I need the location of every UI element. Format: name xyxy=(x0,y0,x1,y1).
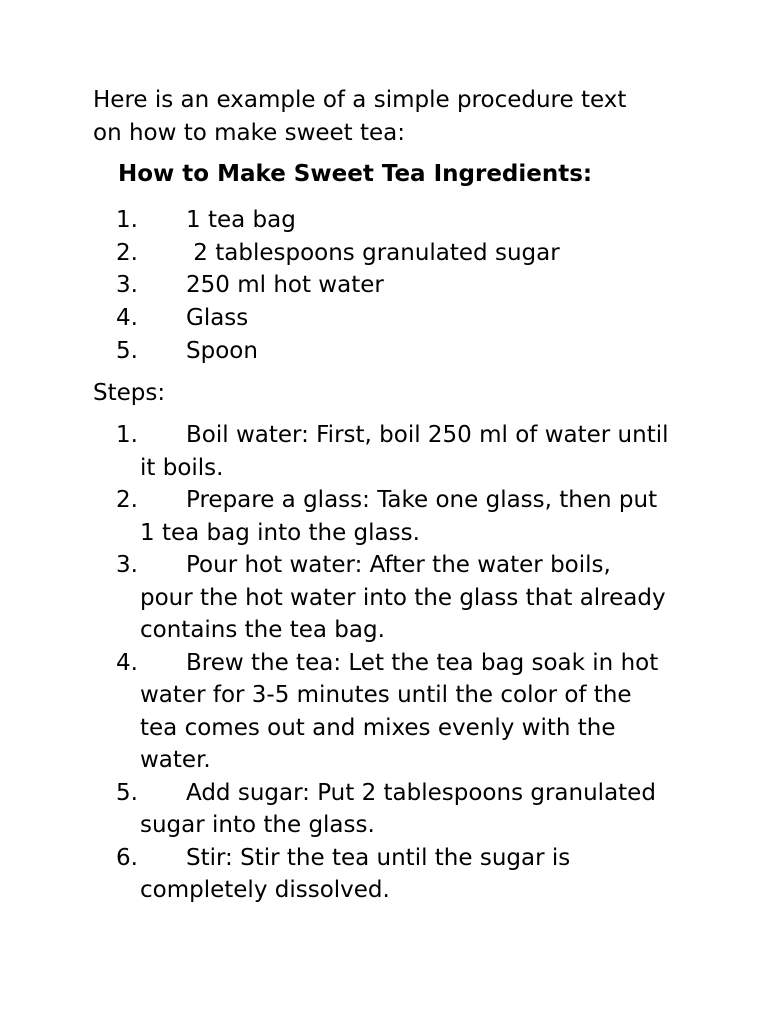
document-page xyxy=(93,84,713,907)
ingredient-item xyxy=(93,269,713,302)
ingredient-item xyxy=(93,237,713,270)
step-item xyxy=(93,419,670,484)
intro-paragraph: Here is an example of a simple procedure text on how to make sweet tea: xyxy=(93,87,627,146)
ingredient-number: 2. xyxy=(116,239,138,266)
step-text: Boil water: First, boil 250 ml of water until it boils. xyxy=(140,422,669,481)
ingredient-item xyxy=(93,204,713,237)
step-text: Stir: Stir the tea until the sugar is completely dissolved. xyxy=(140,844,571,904)
ingredient-text: Glass xyxy=(186,305,249,332)
ingredients-list xyxy=(93,204,713,367)
ingredient-number: 1. xyxy=(116,207,138,233)
step-number: 4. xyxy=(116,649,138,676)
steps-label: Steps: xyxy=(93,380,166,407)
step-number: 3. xyxy=(116,552,138,579)
step-number: 5. xyxy=(116,779,138,806)
step-item xyxy=(93,777,670,842)
step-item xyxy=(93,842,670,907)
step-text: Pour hot water: After the water boils, pour the hot water into the glass that already contains the tea bag. xyxy=(140,552,666,644)
recipe-heading: How to Make Sweet Tea Ingredients: xyxy=(118,161,593,187)
step-item xyxy=(93,549,670,647)
ingredient-text: 1 tea bag xyxy=(186,207,296,233)
ingredient-item xyxy=(93,335,713,368)
ingredient-number: 5. xyxy=(116,337,138,364)
ingredient-item xyxy=(93,302,713,335)
step-item xyxy=(93,484,670,549)
ingredient-text: 250 ml hot water xyxy=(186,272,384,299)
step-text: Prepare a glass: Take one glass, then put 1 tea bag into the glass. xyxy=(140,487,658,546)
ingredient-number: 3. xyxy=(116,272,138,299)
step-number: 1. xyxy=(116,422,138,449)
ingredient-text: 2 tablespoons granulated sugar xyxy=(186,239,560,266)
step-number: 2. xyxy=(116,487,138,514)
ingredient-number: 4. xyxy=(116,305,138,332)
steps-list xyxy=(93,419,713,907)
ingredient-text: Spoon xyxy=(186,337,258,364)
step-item xyxy=(93,647,670,777)
step-number: 6. xyxy=(116,844,138,871)
step-text: Add sugar: Put 2 tablespoons granulated sugar into the glass. xyxy=(140,779,656,839)
step-text: Brew the tea: Let the tea bag soak in hot water for 3-5 minutes until the color of the tea comes out and mixes evenly with the water. xyxy=(140,649,659,774)
